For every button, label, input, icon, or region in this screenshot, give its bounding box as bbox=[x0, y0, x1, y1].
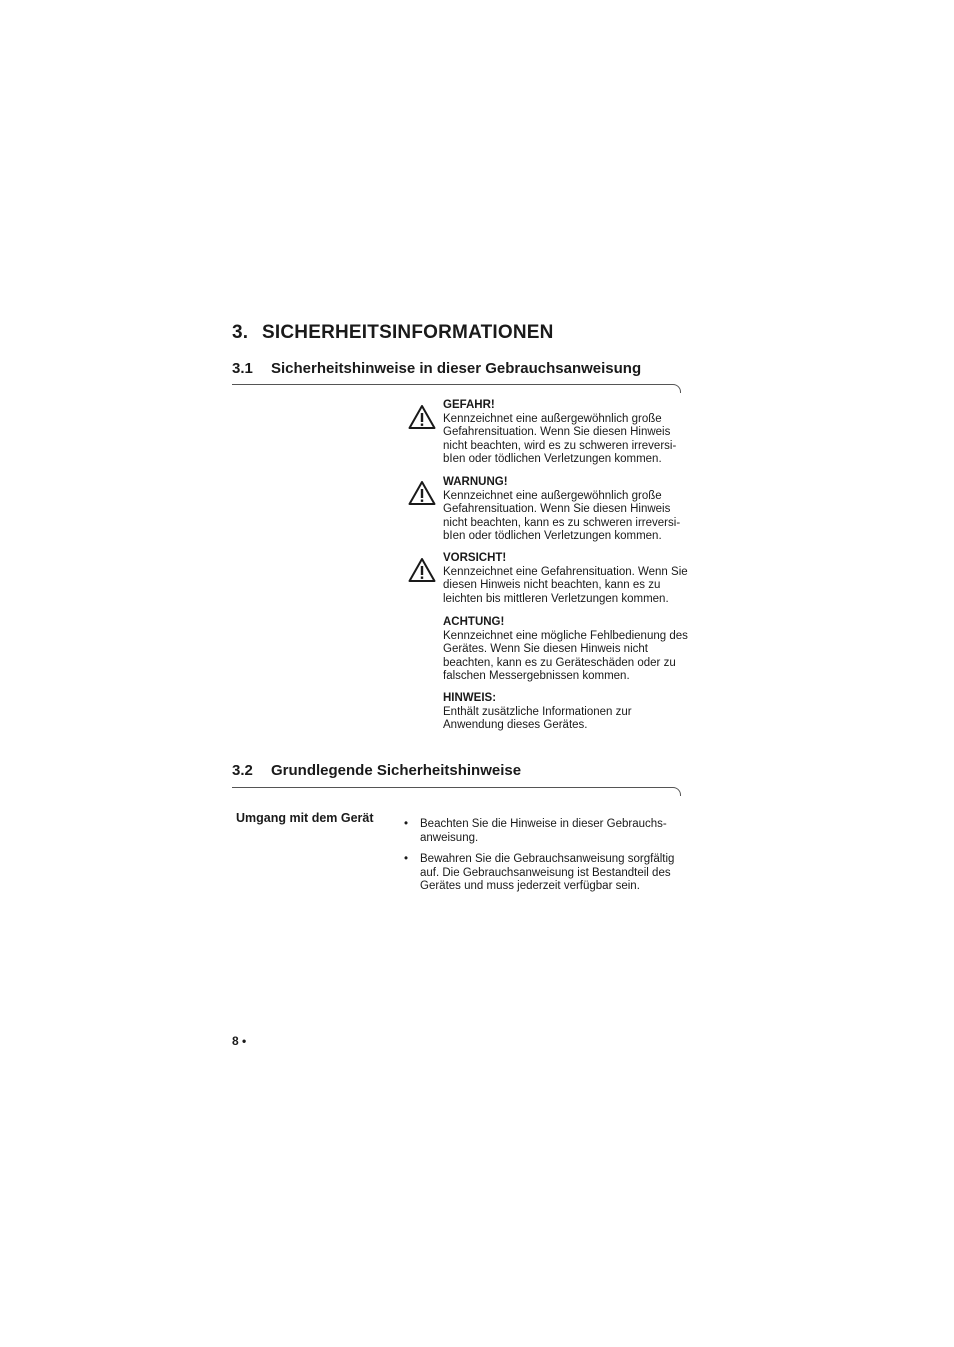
section-3-1-rule bbox=[232, 384, 681, 393]
list-item bbox=[404, 853, 694, 894]
notice-achtung-label: ACHTUNG! bbox=[443, 616, 505, 628]
notice-warnung bbox=[443, 476, 693, 544]
notice-hinweis-label: HINWEIS: bbox=[443, 692, 497, 704]
section-3-2-rule bbox=[232, 787, 681, 796]
chapter-title-text: SICHERHEITSINFORMATIONEN bbox=[262, 322, 554, 343]
notice-hinweis bbox=[443, 692, 693, 733]
notice-vorsicht-label: VORSICHT! bbox=[443, 552, 507, 564]
notice-warnung-text: Kennzeichnet eine außergewöhnlich große Gefahrensituation. Wenn Sie diesen Hinweis nicht beachten, kann es zu schweren irreversi- bIen oder tödlichen Verletzungen kommen. bbox=[443, 489, 681, 543]
page-number: 8 • bbox=[232, 1034, 247, 1048]
chapter-title bbox=[232, 322, 554, 344]
section-3-1-title bbox=[232, 360, 641, 377]
notice-vorsicht-text: Kennzeichnet eine Gefahrensituation. Wenn Sie diesen Hinweis nicht beachten, kann es zu leichten bis mittleren Verletzungen kommen. bbox=[443, 565, 688, 605]
bullet-text: Beachten Sie die Hinweise in dieser Gebrauchs- anweisung. bbox=[420, 818, 667, 844]
section-3-1-number: 3.1 bbox=[232, 360, 253, 377]
section-3-2-title bbox=[232, 762, 521, 779]
section-3-2-title-text: Grundlegende Sicherheitshinweise bbox=[271, 762, 522, 779]
notice-gefahr bbox=[443, 399, 693, 467]
notice-gefahr-label: GEFAHR! bbox=[443, 399, 495, 411]
bullet-list bbox=[404, 818, 694, 902]
notice-vorsicht bbox=[443, 552, 693, 606]
section-3-1-title-text: Sicherheitshinweise in dieser Gebrauchsanweisung bbox=[271, 360, 642, 377]
warning-triangle-icon bbox=[408, 557, 436, 583]
bullet-marker: • bbox=[404, 853, 409, 866]
chapter-number: 3. bbox=[232, 322, 249, 343]
list-item bbox=[404, 818, 694, 845]
bullet-marker: • bbox=[404, 818, 409, 830]
bullet-text: Bewahren Sie die Gebrauchsanweisung sorgfältig auf. Die Gebrauchsanweisung ist Bestandteil des Gerätes und muss jederzeit verfügbar sein. bbox=[420, 853, 675, 893]
warning-triangle-icon bbox=[408, 404, 436, 430]
notice-hinweis-text: Enthält zusätzliche Informationen zur Anwendung dieses Gerätes. bbox=[443, 705, 632, 732]
warning-triangle-icon bbox=[408, 480, 436, 506]
notice-achtung bbox=[443, 616, 693, 684]
notice-warnung-label: WARNUNG! bbox=[443, 476, 508, 488]
notice-gefahr-text: Kennzeichnet eine außergewöhnlich große Gefahrensituation. Wenn Sie diesen Hinweis nicht beachten, wird es zu schweren irreversi- bIen oder tödlichen Verletzungen kommen. bbox=[443, 412, 677, 466]
side-heading: Umgang mit dem Gerät bbox=[236, 811, 374, 825]
section-3-2-number: 3.2 bbox=[232, 762, 253, 779]
notice-achtung-text: Kennzeichnet eine mögliche Fehlbedienung des Gerätes. Wenn Sie diesen Hinweis nicht beachten, kann es zu Geräteschäden oder zu falschen Messergebnissen kommen. bbox=[443, 629, 688, 683]
